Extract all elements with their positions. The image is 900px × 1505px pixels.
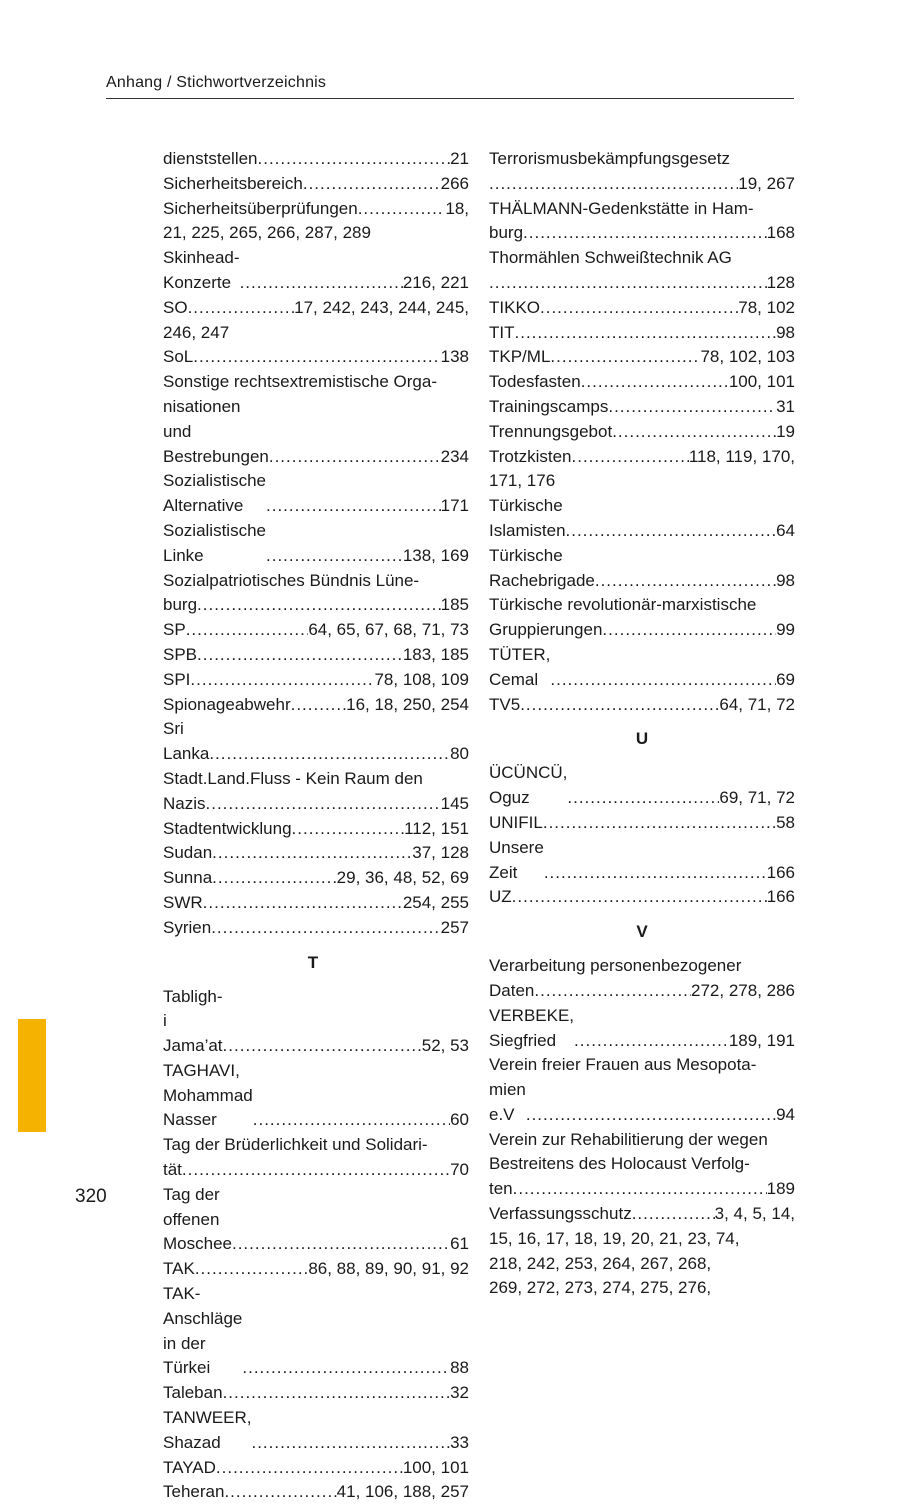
dot-leader [567,786,719,811]
index-term: Sozialistische Linke [163,519,266,569]
index-term: Nazis [163,792,206,817]
index-pages: 80 [450,742,469,767]
dot-leader [608,395,776,420]
dot-leader [223,1034,422,1059]
dot-leader [216,1456,403,1481]
index-column-left [163,147,469,1505]
dot-leader [358,197,446,222]
index-entry [489,147,795,172]
index-pages: 189, 191 [729,1029,795,1054]
index-entry [163,197,469,222]
index-entry [163,1158,469,1183]
index-pages: 78, 102, 103 [700,345,795,370]
dot-leader [193,345,440,370]
page-number: 320 [75,1186,107,1208]
index-term: TIT [489,321,515,346]
index-term: VERBEKE, Siegfried [489,1004,574,1054]
index-entry [489,246,795,271]
dot-leader [303,172,441,197]
index-pages: 33 [450,1431,469,1456]
index-entry [163,395,469,469]
index-term: Verarbeitung personenbezogener [489,956,741,975]
index-entry [489,1227,795,1252]
index-entry [489,761,795,811]
index-term: 171, 176 [489,471,555,490]
index-entry [489,544,795,594]
index-term: Türkische Islamisten [489,494,566,544]
index-pages: 29, 36, 48, 52, 69 [337,866,469,891]
index-pages: 216, 221 [403,271,469,296]
index-entry [489,1276,795,1301]
index-pages: 168 [767,221,795,246]
index-term: TKP/ML [489,345,550,370]
index-pages: 266 [441,172,469,197]
index-pages: 16, 18, 250, 254 [346,693,469,718]
index-term: Sudan [163,841,212,866]
index-entry [489,643,795,693]
index-entry [489,593,795,618]
index-entry [489,469,795,494]
section-letter-t: T [157,951,469,975]
index-entry [489,296,795,321]
index-term: SO [163,296,188,321]
index-entry [489,1252,795,1277]
index-entry [163,866,469,891]
index-entry [163,841,469,866]
index-entry [489,197,795,222]
index-term: tät [163,1158,182,1183]
index-term: Verfassungsschutz [489,1202,632,1227]
running-head-title: Anhang / Stichwortverzeichnis [106,74,326,91]
index-pages: 64, 71, 72 [719,693,795,718]
index-term: TAYAD [163,1456,216,1481]
index-pages: 78, 102 [738,296,795,321]
index-pages: 31 [776,395,795,420]
index-entry [163,321,469,346]
index-pages: 100, 101 [729,370,795,395]
index-entry [163,345,469,370]
index-entry [163,1480,469,1505]
index-entry [489,979,795,1004]
index-term: SoL [163,345,193,370]
index-term: Teheran [163,1480,224,1505]
index-pages: 60 [450,1108,469,1133]
index-entry [163,717,469,767]
dot-leader [632,1202,715,1227]
index-entry [489,221,795,246]
index-entry [163,618,469,643]
index-pages: 98 [776,569,795,594]
index-entry [489,445,795,470]
dot-leader [197,593,441,618]
index-entry [163,1183,469,1257]
index-entry [163,147,469,172]
dot-leader [543,811,776,836]
dot-leader [513,1177,767,1202]
index-term: Terrorismusbekämpfungsgesetz [489,149,730,168]
index-entry [489,271,795,296]
index-entry [489,1053,795,1078]
index-entry [163,767,469,792]
dot-leader [266,544,403,569]
index-term: SWR [163,891,203,916]
index-pages: 166 [767,861,795,886]
dot-leader [206,792,441,817]
dot-leader [269,445,441,470]
index-pages: 18, [445,197,469,222]
index-pages: 189 [767,1177,795,1202]
index-pages: 32 [450,1381,469,1406]
dot-leader [550,345,700,370]
index-entry [163,1133,469,1158]
index-entry [163,1406,469,1456]
index-pages: 98 [776,321,795,346]
index-term: SP [163,618,186,643]
index-entry [163,643,469,668]
index-term: Sri Lanka [163,717,209,767]
index-pages: 145 [441,792,469,817]
index-entry [163,593,469,618]
dot-leader [550,668,776,693]
dot-leader [232,1232,450,1257]
index-entry [489,172,795,197]
dot-leader [203,891,403,916]
index-pages: 185 [441,593,469,618]
index-term: SPB [163,643,197,668]
index-term: UZ [489,885,512,910]
section-letter-v: V [489,920,795,944]
index-entry [163,221,469,246]
dot-leader [581,370,729,395]
index-term: Tag der Brüderlichkeit und Solidari- [163,1135,428,1154]
index-pages: 64 [776,519,795,544]
index-entry [489,836,795,886]
index-term: Verein freier Frauen aus Mesopota- [489,1055,756,1074]
dot-leader [512,885,767,910]
index-term: TANWEER, Shazad [163,1406,251,1456]
dot-leader [211,916,440,941]
dot-leader [188,296,295,321]
dot-leader [574,1029,729,1054]
index-entry [489,345,795,370]
index-pages: 61 [450,1232,469,1257]
dot-leader [182,1158,450,1183]
index-group-u [489,761,795,910]
index-entry [163,246,469,296]
index-term: dienststellen [163,147,258,172]
index-term: Sonstige rechtsextremistische Orga- [163,372,437,391]
index-term: Verein zur Rehabilitierung der wegen [489,1130,768,1149]
index-entry [489,693,795,718]
dot-leader [520,693,719,718]
index-term: Trainingscamps [489,395,608,420]
index-pages: 78, 108, 109 [374,668,469,693]
index-term: Spionageabwehr [163,693,291,718]
index-entry [489,1004,795,1054]
index-term: Trennungsgebot [489,420,612,445]
dot-leader [209,742,450,767]
dot-leader [602,618,776,643]
dot-leader [240,271,403,296]
index-pages: 19 [776,420,795,445]
index-term: 21, 225, 265, 266, 287, 289 [163,223,371,242]
index-pages: 138 [441,345,469,370]
index-pages: 69 [776,668,795,693]
dot-leader [197,643,403,668]
index-entry [163,519,469,569]
index-entry [163,1282,469,1381]
dot-leader [534,979,691,1004]
index-entry [489,494,795,544]
index-pages: 138, 169 [403,544,469,569]
dot-leader [566,519,777,544]
index-term: Gruppierungen [489,618,602,643]
index-column-right [489,147,795,1301]
dot-leader [266,494,441,519]
dot-leader [595,569,776,594]
index-term: 269, 272, 273, 274, 275, 276, [489,1278,711,1297]
index-pages: 64, 65, 67, 68, 71, 73 [308,618,469,643]
index-entry [163,985,469,1059]
dot-leader [291,693,347,718]
dot-leader [212,866,336,891]
index-entry [163,1381,469,1406]
index-term: Sozialpatriotisches Bündnis Lüne- [163,571,419,590]
index-term: Türkische Rachebrigade [489,544,595,594]
running-head [106,74,794,99]
index-entry [163,916,469,941]
dot-leader [572,445,689,470]
index-pages: 94 [776,1103,795,1128]
chapter-thumb-tab [18,1019,46,1132]
index-entry [163,370,469,395]
index-entry [489,1202,795,1227]
index-term: Unsere Zeit [489,836,544,886]
index-term: ÜCÜNCÜ, Oguz [489,761,567,811]
dot-leader [190,668,374,693]
index-term: Sicherheitsüberprüfungen [163,197,358,222]
index-entry [163,569,469,594]
dot-leader [223,1381,451,1406]
index-entry [489,811,795,836]
dot-leader [540,296,738,321]
index-term: TAK-Anschläge in der Türkei [163,1282,242,1381]
dot-leader [292,817,405,842]
index-pages: 52, 53 [422,1034,469,1059]
dot-leader [258,147,451,172]
index-entry [489,1078,795,1128]
index-term: 246, 247 [163,323,229,342]
index-term: burg [163,593,197,618]
index-term: Taleban [163,1381,223,1406]
index-pages: 17, 242, 243, 244, 245, [294,296,469,321]
index-group-t [163,985,469,1505]
index-entry [163,817,469,842]
index-group-t-continued [489,147,795,717]
index-term: SPI [163,668,190,693]
index-term: Sozialistische Alternative [163,469,266,519]
index-pages: 257 [441,916,469,941]
index-entry [163,1059,469,1133]
index-entry [163,296,469,321]
index-term: nisationen und Bestrebungen [163,395,269,469]
index-term: TV5 [489,693,520,718]
index-term: TAK [163,1257,195,1282]
index-pages: 21 [450,147,469,172]
index-group-s [163,147,469,941]
dot-leader [224,1480,336,1505]
dot-leader [253,1108,450,1133]
index-pages: 183, 185 [403,643,469,668]
index-term: Todesfasten [489,370,581,395]
index-pages: 19, 267 [738,172,795,197]
index-pages: 112, 151 [404,817,469,842]
index-term: TIKKO [489,296,540,321]
index-pages: 69, 71, 72 [719,786,795,811]
index-entry [489,885,795,910]
index-term: Thormählen Schweißtechnik AG [489,248,732,267]
index-term: UNIFIL [489,811,543,836]
dot-leader [242,1356,450,1381]
dot-leader [212,841,412,866]
index-entry [489,954,795,979]
index-entry [489,420,795,445]
dot-leader [489,271,767,296]
index-entry [163,172,469,197]
index-term: Sunna [163,866,212,891]
index-term: Trotzkisten [489,445,572,470]
index-entry [163,469,469,519]
index-term: ten [489,1177,513,1202]
index-pages: 58 [776,811,795,836]
index-pages: 234 [441,445,469,470]
index-group-v [489,954,795,1301]
index-term: TÜTER, Cemal [489,643,550,693]
index-term: Stadt.Land.Fluss - Kein Raum den [163,769,423,788]
index-pages: 3, 4, 5, 14, [715,1202,795,1227]
index-pages: 41, 106, 188, 257 [337,1480,469,1505]
index-pages: 37, 128 [412,841,469,866]
dot-leader [489,172,738,197]
index-entry [489,1177,795,1202]
dot-leader [186,618,309,643]
index-term: burg [489,221,523,246]
index-term: Stadtentwicklung [163,817,292,842]
index-pages: 88 [450,1356,469,1381]
index-entry [489,1152,795,1177]
index-term: Sicherheitsbereich [163,172,303,197]
index-term: Tabligh-i Jama’at [163,985,223,1059]
index-term: Türkische revolutionär-marxistische [489,595,756,614]
index-term: mien e.V [489,1078,526,1128]
dot-leader [612,420,776,445]
index-pages: 166 [767,885,795,910]
index-entry [163,891,469,916]
index-pages: 128 [767,271,795,296]
dot-leader [523,221,767,246]
index-entry [489,370,795,395]
index-pages: 86, 88, 89, 90, 91, 92 [308,1257,469,1282]
index-term: Skinhead-Konzerte [163,246,240,296]
index-pages: 171 [441,494,469,519]
index-entry [163,668,469,693]
index-term: Syrien [163,916,211,941]
index-entry [163,1456,469,1481]
index-term: Bestreitens des Holocaust Verfolg- [489,1154,750,1173]
index-pages: 70 [450,1158,469,1183]
section-letter-u: U [489,727,795,751]
dot-leader [544,861,767,886]
index-pages: 100, 101 [403,1456,469,1481]
index-pages: 272, 278, 286 [691,979,795,1004]
index-term: 15, 16, 17, 18, 19, 20, 21, 23, 74, [489,1229,739,1248]
dot-leader [251,1431,450,1456]
index-pages: 254, 255 [403,891,469,916]
index-pages: 118, 119, 170, [689,445,795,470]
index-term: Daten [489,979,534,1004]
index-term: TAGHAVI, Mohammad Nasser [163,1059,253,1133]
index-entry [489,1128,795,1153]
index-term: THÄLMANN-Gedenkstätte in Ham- [489,199,754,218]
index-entry [163,792,469,817]
index-entry [163,693,469,718]
index-term: Tag der offenen Moschee [163,1183,232,1257]
index-term: 218, 242, 253, 264, 267, 268, [489,1254,711,1273]
index-entry [489,618,795,643]
dot-leader [515,321,777,346]
dot-leader [526,1103,776,1128]
index-entry [489,395,795,420]
index-entry [489,321,795,346]
index-pages: 99 [776,618,795,643]
